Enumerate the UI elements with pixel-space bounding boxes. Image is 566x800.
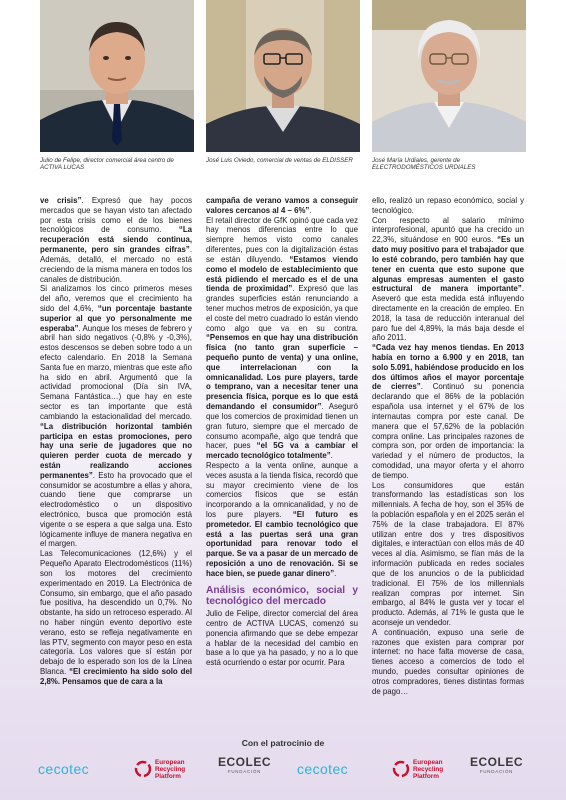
text-run: . <box>334 568 337 578</box>
bold-quote: “La recuperación está siendo continua, permanente, pero sin grandes cifras” <box>40 225 192 255</box>
text-run: . Expresó que hay pocos mercados que se hayan visto tan afectado por esta crisis como el de los bienes tecnológicos de consumo. <box>40 196 192 235</box>
text-run: A continuación, expuso una serie de razones que existen para comprar por internet: no hace falta moverse de casa, tienes acceso a comercios de todo el mundo, puedes consultar opiniones de otros compradores, tienes distintas formas de pago… <box>372 627 524 696</box>
text-run: . Esto ha provocado que el consumidor se acostumbre a ellas y ahora, cuando tiene que comprarse un electrodoméstico o un dispositivo electrónico, busca que promoción está vigente o se espera a que salga una. Esto lógicamente influye de manera negativa en el margen. <box>40 470 192 549</box>
article-column-3 <box>372 196 524 696</box>
bold-quote: “Estamos viendo como el modelo de establecimiento que está pidiendo el mercado es el de una tienda de proximidad” <box>206 254 359 294</box>
sponsor-logos <box>0 755 566 783</box>
article-column-1 <box>40 196 192 687</box>
paragraph <box>40 196 192 284</box>
photo-jose-luis-oviedo <box>206 0 360 152</box>
recycling-icon <box>392 760 410 778</box>
text-run: . Continuó su ponencia declarando que el 86% de la población española usa internet y el 67% de los internautas compra por este canal. De manera que el 57,62% de la población compra online. Las principales razones de compra son, por orden de importancia: la variedad y el número de productos, la comodidad, una mayor oferta y el ahorro de tiempo. <box>372 382 524 480</box>
text-run: . Aseveró que esta medida está influyendo directamente en la creación de empleo. En 2018, la tasa de reducción interanual del paro fue del 4,89%, la más baja desde el año 2011. <box>372 284 524 343</box>
paragraph <box>40 284 192 549</box>
paragraph <box>40 549 192 686</box>
text-run: . Aunque los meses de febrero y abril han sido negativos (-0,8% y -0,3%), estos descensos se deben sobre todo a un efecto calendario. En 2018 la Semana Santa fue en marzo, mientras que este año ha sido en abril. Argumentó que la actividad promocional (Día sin IVA, Semana Fantástica…) que hay en este sector es tan importante que está cambiando la estacionalidad del mercado. <box>40 323 192 421</box>
paragraph <box>372 343 524 480</box>
recycling-icon <box>134 760 152 778</box>
bold-quote: “El futuro es prometedor. El cambio tecnológico que está a las puertas será una gran oportunidad para renovar todo el parque. Se va a pasar de un mercado de reposición a uno de renovación. Si se hace bien, se puede ganar dinero” <box>206 510 358 578</box>
erp-wordmark: European Recycling Platform <box>155 758 186 780</box>
erp-wordmark: European Recycling Platform <box>413 758 444 780</box>
paragraph <box>372 196 524 216</box>
text-run: El retail director de GfK opinó que cada vez hay menos diferencias entre lo que siempre hemos visto como canales diferentes, pues con la digitalización éstas se están diluyendo. <box>206 215 358 264</box>
text-run: Respecto a la venta online, aunque a veces asusta a la tienda física, recordó que su mayor crecimiento viene de los comercios físicos que se están incorporando a la omnicanalidad, y no de los pure players. <box>206 460 358 519</box>
erp-logo <box>392 755 443 783</box>
text-run: Julio de Felipe, director comercial del área centro de ACTIVA LUCAS, comenzó su ponencia afirmando que se debe empezar a hablar de la necesidad del cambio en base a lo que ya ha pasado, y no a lo que está ocurriendo o estar por ocurrir. Para <box>206 609 358 668</box>
cecotec-logo <box>38 755 89 783</box>
paragraph <box>206 196 358 216</box>
text-run: Si analizamos los cinco primeros meses del año, veremos que el crecimiento ha sido del 4,6%, <box>40 284 192 313</box>
photo-julio-de-felipe <box>40 0 194 152</box>
paragraph <box>206 461 358 579</box>
text-run: Los consumidores que están transformando las estadísticas son los millennials. A fecha de hoy, son el 35% de la población española y en el 2025 serán el 75% de la clase trabajadora. El 87% utilizan entre dos y tres dispositivos digitales, e interactúan con ellos más de 40 veces al día. Asimismo, se fían más de la información publicada en redes sociales que de los anuncios o de la publicidad tradicional. El 75% de los millennials realizan compras por internet. Sin embargo, al 84% le gusta ver y tocar el producto. Además, al 71% le gusta que le aconseje un vendedor. <box>372 480 524 627</box>
sponsors-title: Con el patrocinio de <box>241 738 325 748</box>
bold-quote: “el 5G va a cambiar el mercado tecnológico totalmente” <box>206 441 358 461</box>
photo-jose-maria-urdiales <box>372 0 526 152</box>
text-run: . <box>330 451 333 461</box>
text-run: Con respecto al salario mínimo interprofesional, apuntó que ha crecido un 22,3%, situándose en 900 euros. <box>372 215 524 245</box>
paragraph <box>206 609 358 668</box>
text-run: Las Telecomunicaciones (12,6%) y el Pequeño Aparato Electrodomésticos (11%) son los motores del crecimiento experimentado en 2019. La Electrónica de Consumo, sin embargo, que el año pasado fue positiva, ha descendido un 0,7%. No obstante, ha sido un retroceso esperado. Al no haber ningún evento deportivo este verano, esto se refleja negativamente en las PTV, segmento con mayor peso en esta categoría. Los valores que sí están por debajo de lo esperado son los de la Línea Blanca. <box>40 549 192 676</box>
paragraph <box>206 216 358 461</box>
ecolec-logo: ECOLEC FUNDACIÓN <box>218 755 272 774</box>
paragraph <box>372 216 524 344</box>
erp-logo <box>134 755 185 783</box>
photo-caption: José Luis Oviedo, comercial de ventas de ELDISSER <box>206 157 353 164</box>
bold-quote: “La distribución horizontal también participa en estas promociones, pero hay una serie de jugadores que no quieren perder cuota de mercado y están realizando acciones permanentes” <box>40 421 192 480</box>
bold-quote: “Es un dato muy positivo para el trabajador que lo esté cobrando, pero también hay que tener en cuenta que esto supone que algunas empresas aumenten el gasto estructural de manera importante” <box>372 235 524 294</box>
cecotec-wordmark: cecotec <box>38 761 90 777</box>
photo-caption: José María Urdiales, gerente de ELECTRODOMÉSTICOS URDIALES <box>372 157 476 172</box>
cecotec-logo <box>297 755 348 783</box>
text-run: . Aseguró que los comercios de proximidad tienen un gran futuro, siempre que el mercado de consumo acompañe, algo que tendrá que hacer, pues <box>206 402 358 451</box>
bold-quote: campaña de verano vamos a conseguir valores cercanos al 4 – 6%” <box>206 196 358 215</box>
ecolec-logo: ECOLEC FUNDACIÓN <box>470 755 524 774</box>
cecotec-wordmark: cecotec <box>297 761 349 777</box>
text-run: ello, realizó un repaso económico, social y tecnológico. <box>372 196 524 215</box>
paragraph <box>372 628 524 697</box>
text-run: . Además, detalló, el mercado no está creciendo de la misma manera en todos los canales de distribución. <box>40 245 192 284</box>
bold-quote: “Pensemos en que hay una distribución física (no tanto gran superficie – pequeño punto de venta) y una online, que interrelacionan con la omnicanalidad. Los pure players, tarde o temprano, van a necesitar tener una presencia física, porque es lo que está demandando el consumidor” <box>206 333 358 412</box>
photo-caption: Julio de Felipe, director comercial área centro de ACTIVA LUCAS <box>40 157 174 172</box>
text-run: . Expresó que las grandes superficies están renunciando a tener muchos metros de exposición, ya que el coste del metro cuadrado lo están viendo como algo que va en su contra. <box>206 284 359 333</box>
paragraph <box>372 481 524 628</box>
bold-quote: ve crisis” <box>40 196 82 205</box>
bold-quote: “Cada vez hay menos tiendas. En 2013 había en torno a 6.900 y en 2018, tan solo 5.091, habiéndose producido en los dos últimos años el mayor porcentaje de cierres” <box>372 343 524 392</box>
section-subheading: Análisis económico, social y tecnológico del mercado <box>206 584 358 607</box>
bold-quote: “El crecimiento ha sido solo del 2,8%. Pensamos que de cara a la <box>40 667 192 686</box>
bold-quote: “un porcentaje bastante superior al que yo personalmente me esperaba” <box>40 303 192 333</box>
article-column-2 <box>206 196 358 668</box>
text-run: . <box>309 205 312 215</box>
